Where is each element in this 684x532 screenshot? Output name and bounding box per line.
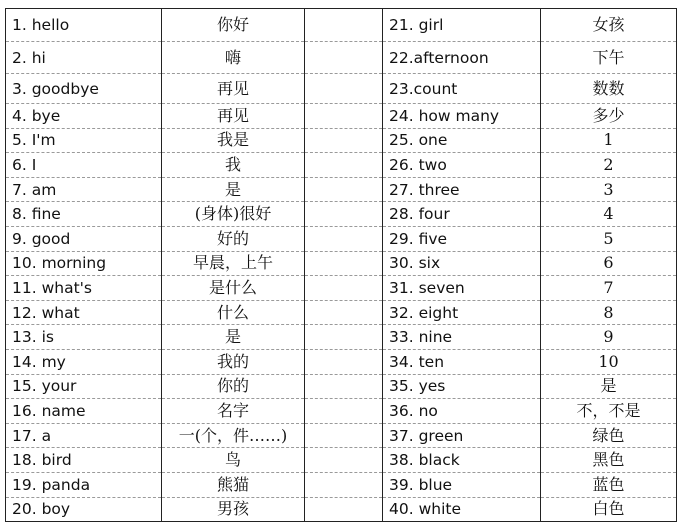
spacer-cell	[305, 226, 383, 251]
spacer-cell	[305, 202, 383, 227]
english-word: 15. your	[6, 374, 162, 399]
table-row	[6, 399, 677, 424]
spacer-cell	[305, 251, 383, 276]
english-word: 9. good	[6, 226, 162, 251]
english-word: 20. boy	[6, 497, 162, 522]
english-word: 23.count	[383, 74, 541, 104]
chinese-meaning: 数数	[541, 74, 677, 104]
table-row	[6, 128, 677, 153]
english-word: 26. two	[383, 153, 541, 178]
english-word: 13. is	[6, 325, 162, 350]
english-word: 11. what's	[6, 276, 162, 301]
english-word: 4. bye	[6, 104, 162, 129]
spacer-cell	[305, 42, 383, 74]
chinese-meaning: 是	[162, 177, 305, 202]
english-word: 18. bird	[6, 448, 162, 473]
table-row	[6, 472, 677, 497]
table-row	[6, 374, 677, 399]
chinese-meaning: 早晨，上午	[162, 251, 305, 276]
english-word: 33. nine	[383, 325, 541, 350]
spacer-cell	[305, 300, 383, 325]
table-row	[6, 226, 677, 251]
chinese-meaning: 8	[541, 300, 677, 325]
chinese-meaning: 再见	[162, 74, 305, 104]
chinese-meaning: 我	[162, 153, 305, 178]
english-word: 35. yes	[383, 374, 541, 399]
vocabulary-table-body	[6, 9, 677, 522]
chinese-meaning: 熊猫	[162, 472, 305, 497]
spacer-cell	[305, 74, 383, 104]
table-row	[6, 9, 677, 42]
english-word: 36. no	[383, 399, 541, 424]
english-word: 14. my	[6, 349, 162, 374]
table-row	[6, 300, 677, 325]
english-word: 40. white	[383, 497, 541, 522]
spacer-cell	[305, 104, 383, 129]
chinese-meaning: 好的	[162, 226, 305, 251]
english-word: 2. hi	[6, 42, 162, 74]
chinese-meaning: 10	[541, 349, 677, 374]
chinese-meaning: 嗨	[162, 42, 305, 74]
table-row	[6, 202, 677, 227]
spacer-cell	[305, 374, 383, 399]
english-word: 3. goodbye	[6, 74, 162, 104]
chinese-meaning: 1	[541, 128, 677, 153]
spacer-cell	[305, 325, 383, 350]
chinese-meaning: 白色	[541, 497, 677, 522]
table-row	[6, 74, 677, 104]
english-word: 5. I'm	[6, 128, 162, 153]
chinese-meaning: 绿色	[541, 423, 677, 448]
english-word: 25. one	[383, 128, 541, 153]
chinese-meaning: 我是	[162, 128, 305, 153]
english-word: 8. fine	[6, 202, 162, 227]
spacer-cell	[305, 399, 383, 424]
chinese-meaning: 4	[541, 202, 677, 227]
table-row	[6, 104, 677, 129]
english-word: 6. I	[6, 153, 162, 178]
chinese-meaning: 你好	[162, 9, 305, 42]
english-word: 27. three	[383, 177, 541, 202]
english-word: 24. how many	[383, 104, 541, 129]
chinese-meaning: (身体)很好	[162, 202, 305, 227]
english-word: 21. girl	[383, 9, 541, 42]
chinese-meaning: 是	[541, 374, 677, 399]
chinese-meaning: 是	[162, 325, 305, 350]
spacer-cell	[305, 448, 383, 473]
chinese-meaning: 3	[541, 177, 677, 202]
table-row	[6, 325, 677, 350]
chinese-meaning: 6	[541, 251, 677, 276]
table-row	[6, 276, 677, 301]
spacer-cell	[305, 9, 383, 42]
chinese-meaning: 女孩	[541, 9, 677, 42]
table-row	[6, 423, 677, 448]
english-word: 34. ten	[383, 349, 541, 374]
spacer-cell	[305, 349, 383, 374]
chinese-meaning: 一(个，件……)	[162, 423, 305, 448]
chinese-meaning: 黑色	[541, 448, 677, 473]
english-word: 30. six	[383, 251, 541, 276]
english-word: 10. morning	[6, 251, 162, 276]
english-word: 7. am	[6, 177, 162, 202]
english-word: 19. panda	[6, 472, 162, 497]
table-row	[6, 177, 677, 202]
spacer-cell	[305, 497, 383, 522]
english-word: 32. eight	[383, 300, 541, 325]
chinese-meaning: 名字	[162, 399, 305, 424]
english-word: 12. what	[6, 300, 162, 325]
table-row	[6, 349, 677, 374]
chinese-meaning: 多少	[541, 104, 677, 129]
english-word: 37. green	[383, 423, 541, 448]
english-word: 17. a	[6, 423, 162, 448]
table-row	[6, 497, 677, 522]
chinese-meaning: 2	[541, 153, 677, 178]
chinese-meaning: 是什么	[162, 276, 305, 301]
spacer-cell	[305, 128, 383, 153]
chinese-meaning: 鸟	[162, 448, 305, 473]
chinese-meaning: 不，不是	[541, 399, 677, 424]
chinese-meaning: 再见	[162, 104, 305, 129]
spacer-cell	[305, 423, 383, 448]
english-word: 16. name	[6, 399, 162, 424]
chinese-meaning: 你的	[162, 374, 305, 399]
english-word: 38. black	[383, 448, 541, 473]
table-row	[6, 251, 677, 276]
english-word: 1. hello	[6, 9, 162, 42]
english-word: 28. four	[383, 202, 541, 227]
spacer-cell	[305, 177, 383, 202]
english-word: 31. seven	[383, 276, 541, 301]
spacer-cell	[305, 472, 383, 497]
table-row	[6, 153, 677, 178]
chinese-meaning: 9	[541, 325, 677, 350]
english-word: 29. five	[383, 226, 541, 251]
table-row	[6, 448, 677, 473]
chinese-meaning: 7	[541, 276, 677, 301]
chinese-meaning: 蓝色	[541, 472, 677, 497]
table-row	[6, 42, 677, 74]
english-word: 22.afternoon	[383, 42, 541, 74]
chinese-meaning: 我的	[162, 349, 305, 374]
chinese-meaning: 什么	[162, 300, 305, 325]
spacer-cell	[305, 276, 383, 301]
chinese-meaning: 男孩	[162, 497, 305, 522]
chinese-meaning: 下午	[541, 42, 677, 74]
vocabulary-table	[5, 8, 677, 522]
english-word: 39. blue	[383, 472, 541, 497]
spacer-cell	[305, 153, 383, 178]
chinese-meaning: 5	[541, 226, 677, 251]
